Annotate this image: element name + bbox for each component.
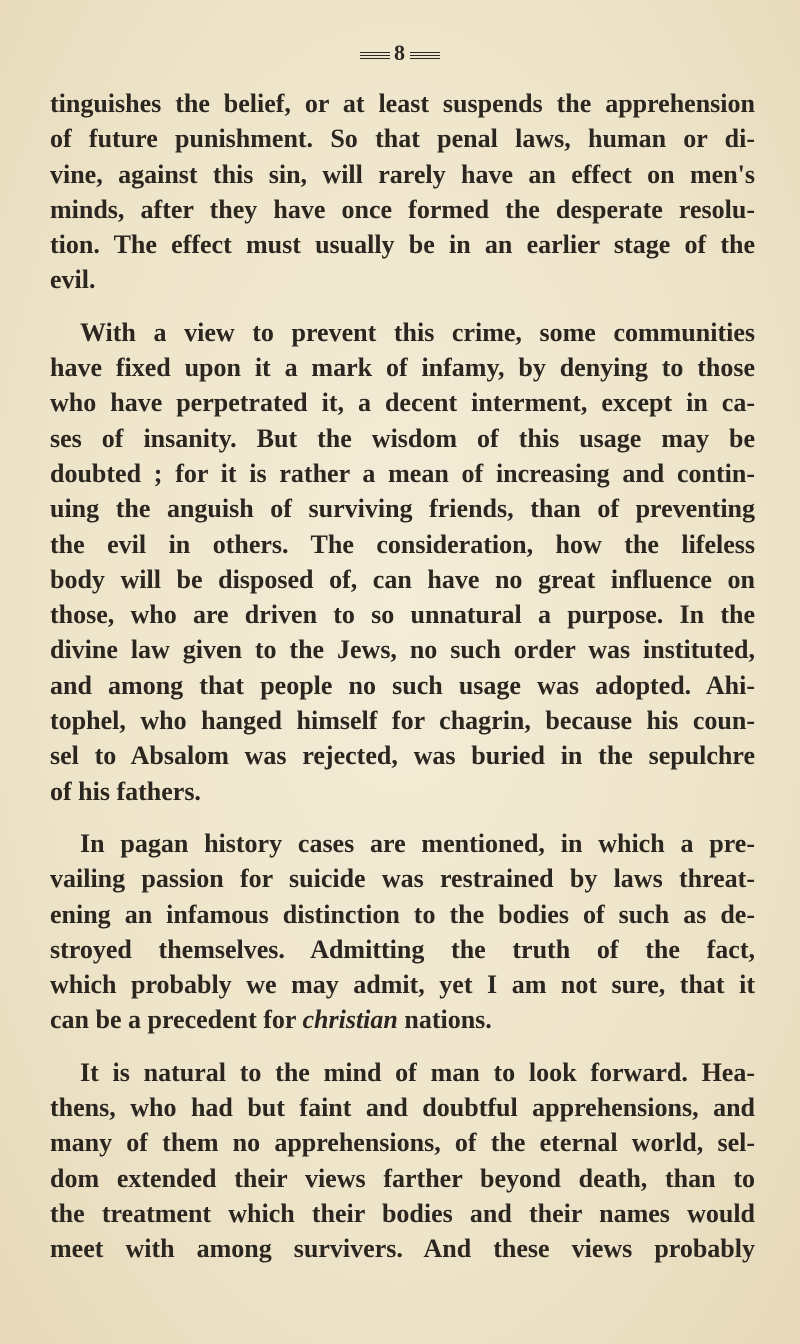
text-line: With a view to prevent this crime, some communities (80, 317, 755, 347)
text-line: tinguishes the belief, or at least suspends the apprehension (50, 89, 755, 118)
header-ornament-right (410, 51, 440, 59)
text-fragment: nations. (397, 1005, 492, 1035)
text-line: who have perpetrated it, a decent interment, except in ca- (50, 388, 755, 418)
text-line: evil. (50, 265, 96, 295)
page-header (0, 40, 800, 66)
text-line: stroyed themselves. Admitting the truth of the fact, (50, 934, 755, 964)
paragraph-2 (50, 315, 755, 809)
text-line: tion. The effect must usually be in an earlier stage of the (50, 230, 755, 260)
text-line: minds, after they have once formed the desperate resolu- (50, 194, 755, 224)
text-line: vine, against this sin, will rarely have an effect on men's (50, 159, 755, 189)
text-line: of his fathers. (50, 776, 201, 806)
body-text (50, 86, 755, 1267)
text-line: the evil in others. The consideration, how the lifeless (50, 529, 755, 559)
paragraph-3 (50, 826, 755, 1038)
text-line: vailing passion for suicide was restrained by laws threat- (50, 864, 755, 894)
text-line: uing the anguish of surviving friends, than of preventing (50, 494, 755, 524)
text-line: tophel, who hanged himself for chagrin, because his coun- (50, 706, 755, 736)
text-line: and among that people no such usage was adopted. Ahi- (50, 670, 755, 700)
text-line: meet with among survivers. And these views probably (50, 1234, 755, 1264)
text-line: dom extended their views farther beyond death, than to (50, 1163, 755, 1193)
text-line: have fixed upon it a mark of infamy, by denying to those (50, 353, 755, 383)
text-line: sel to Absalom was rejected, was buried in the sepulchre (50, 741, 755, 771)
text-line: those, who are driven to so unnatural a purpose. In the (50, 600, 755, 630)
page-number: 8 (394, 40, 406, 65)
text-line (50, 1002, 755, 1037)
text-line: of future punishment. So that penal laws, human or di- (50, 124, 755, 154)
italic-word: christian (302, 1005, 398, 1035)
text-fragment: can be a precedent for (50, 1005, 303, 1035)
text-line: doubted ; for it is rather a mean of increasing and contin- (50, 458, 755, 488)
header-ornament-left (360, 51, 390, 59)
paragraph-1 (50, 86, 755, 298)
text-line: many of them no apprehensions, of the eternal world, sel- (50, 1128, 755, 1158)
text-line: ses of insanity. But the wisdom of this usage may be (50, 423, 755, 453)
text-line: body will be disposed of, can have no great influence on (50, 564, 755, 594)
text-line: divine law given to the Jews, no such order was instituted, (50, 635, 755, 665)
text-line: which probably we may admit, yet I am not sure, that it (50, 970, 755, 1000)
text-line: the treatment which their bodies and their names would (50, 1198, 755, 1228)
paragraph-4 (50, 1055, 755, 1267)
text-line: It is natural to the mind of man to look forward. Hea- (80, 1057, 755, 1087)
text-line: thens, who had but faint and doubtful apprehensions, and (50, 1093, 755, 1123)
text-line: ening an infamous distinction to the bodies of such as de- (50, 899, 755, 929)
text-line: In pagan history cases are mentioned, in which a pre- (80, 828, 755, 858)
